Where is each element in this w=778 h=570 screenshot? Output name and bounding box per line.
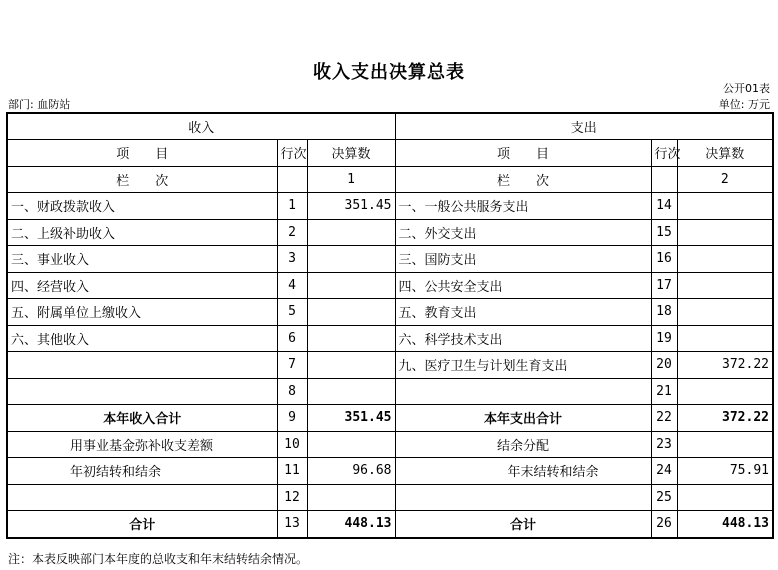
total-row — [7, 511, 773, 538]
expense-line-number: 25 — [651, 484, 677, 511]
expense-line-number: 17 — [651, 272, 677, 299]
expense-amount — [677, 378, 773, 405]
income-amount — [307, 325, 395, 352]
income-expense-table — [6, 112, 774, 539]
expense-total-item: 年末结转和结余 — [395, 458, 651, 485]
total-row — [7, 458, 773, 485]
expense-amount — [677, 272, 773, 299]
total-row — [7, 431, 773, 458]
expense-line-number: 20 — [651, 352, 677, 379]
income-item: 四、经营收入 — [7, 272, 277, 299]
expense-item: 二、外交支出 — [395, 219, 651, 246]
column-number-row — [7, 166, 773, 193]
expense-item: 一、一般公共服务支出 — [395, 193, 651, 220]
expense-amount: 75.91 — [677, 458, 773, 485]
table-row — [7, 325, 773, 352]
income-column-label: 栏 次 — [7, 166, 277, 193]
expense-amount — [677, 431, 773, 458]
income-header: 收入 — [7, 113, 395, 140]
expense-total-item: 结余分配 — [395, 431, 651, 458]
expense-line-number: 14 — [651, 193, 677, 220]
table-row — [7, 219, 773, 246]
income-line-number: 8 — [277, 378, 307, 405]
income-item: 二、上级补助收入 — [7, 219, 277, 246]
income-item — [7, 378, 277, 405]
income-column-number: 1 — [307, 166, 395, 193]
total-row — [7, 484, 773, 511]
expense-item: 四、公共安全支出 — [395, 272, 651, 299]
expense-amount — [677, 299, 773, 326]
income-line-number: 13 — [277, 511, 307, 538]
income-total-item: 合计 — [7, 511, 277, 538]
expense-line-number: 16 — [651, 246, 677, 273]
expense-item: 五、教育支出 — [395, 299, 651, 326]
table-row — [7, 272, 773, 299]
expense-line-header: 行次 — [651, 140, 677, 167]
income-column-blank — [277, 166, 307, 193]
income-total-item: 年初结转和结余 — [7, 458, 277, 485]
income-line-number: 3 — [277, 246, 307, 273]
income-item: 一、财政拨款收入 — [7, 193, 277, 220]
department-label: 部门: 血防站 — [8, 98, 71, 111]
expense-item: 三、国防支出 — [395, 246, 651, 273]
footnote: 注：本表反映部门本年度的总收支和年末结转结余情况。 — [8, 552, 309, 566]
expense-item-header: 项 目 — [395, 140, 651, 167]
expense-column-number: 2 — [677, 166, 773, 193]
expense-column-label: 栏 次 — [395, 166, 651, 193]
income-amount: 351.45 — [307, 193, 395, 220]
table-row — [7, 378, 773, 405]
income-line-number: 4 — [277, 272, 307, 299]
expense-item: 九、医疗卫生与计划生育支出 — [395, 352, 651, 379]
total-row — [7, 405, 773, 432]
column-header-row — [7, 140, 773, 167]
income-item: 五、附属单位上缴收入 — [7, 299, 277, 326]
income-amount — [307, 272, 395, 299]
income-item: 三、事业收入 — [7, 246, 277, 273]
expense-item — [395, 378, 651, 405]
table-row — [7, 299, 773, 326]
expense-header: 支出 — [395, 113, 773, 140]
income-amount — [307, 431, 395, 458]
income-line-number: 10 — [277, 431, 307, 458]
income-item — [7, 352, 277, 379]
expense-line-number: 15 — [651, 219, 677, 246]
expense-total-item — [395, 484, 651, 511]
income-line-number: 7 — [277, 352, 307, 379]
income-amount: 96.68 — [307, 458, 395, 485]
section-header-row — [7, 113, 773, 140]
income-amount: 448.13 — [307, 511, 395, 538]
report-title: 收入支出决算总表 — [313, 62, 465, 83]
expense-line-number: 21 — [651, 378, 677, 405]
income-item: 六、其他收入 — [7, 325, 277, 352]
expense-amount — [677, 325, 773, 352]
table-row — [7, 352, 773, 379]
expense-line-number: 24 — [651, 458, 677, 485]
form-code: 公开01表 — [723, 82, 770, 95]
income-amount — [307, 352, 395, 379]
expense-amount — [677, 219, 773, 246]
table-row — [7, 246, 773, 273]
income-line-number: 9 — [277, 405, 307, 432]
expense-amount-header: 决算数 — [677, 140, 773, 167]
income-amount — [307, 299, 395, 326]
income-amount-header: 决算数 — [307, 140, 395, 167]
table-row — [7, 193, 773, 220]
income-amount — [307, 246, 395, 273]
income-item-header: 项 目 — [7, 140, 277, 167]
expense-line-number: 19 — [651, 325, 677, 352]
income-line-number: 6 — [277, 325, 307, 352]
income-total-item: 用事业基金弥补收支差额 — [7, 431, 277, 458]
expense-line-number: 26 — [651, 511, 677, 538]
income-line-header: 行次 — [277, 140, 307, 167]
income-line-number: 12 — [277, 484, 307, 511]
expense-line-number: 22 — [651, 405, 677, 432]
income-line-number: 11 — [277, 458, 307, 485]
expense-item: 六、科学技术支出 — [395, 325, 651, 352]
expense-amount: 372.22 — [677, 405, 773, 432]
income-line-number: 1 — [277, 193, 307, 220]
expense-amount — [677, 246, 773, 273]
expense-total-item: 合计 — [395, 511, 651, 538]
income-amount: 351.45 — [307, 405, 395, 432]
income-total-item — [7, 484, 277, 511]
income-amount — [307, 484, 395, 511]
income-amount — [307, 378, 395, 405]
expense-line-number: 23 — [651, 431, 677, 458]
income-line-number: 2 — [277, 219, 307, 246]
expense-line-number: 18 — [651, 299, 677, 326]
expense-column-blank — [651, 166, 677, 193]
unit-label: 单位: 万元 — [718, 98, 770, 111]
income-total-item: 本年收入合计 — [7, 405, 277, 432]
expense-amount — [677, 193, 773, 220]
expense-total-item: 本年支出合计 — [395, 405, 651, 432]
income-line-number: 5 — [277, 299, 307, 326]
expense-amount: 448.13 — [677, 511, 773, 538]
expense-amount: 372.22 — [677, 352, 773, 379]
expense-amount — [677, 484, 773, 511]
income-amount — [307, 219, 395, 246]
